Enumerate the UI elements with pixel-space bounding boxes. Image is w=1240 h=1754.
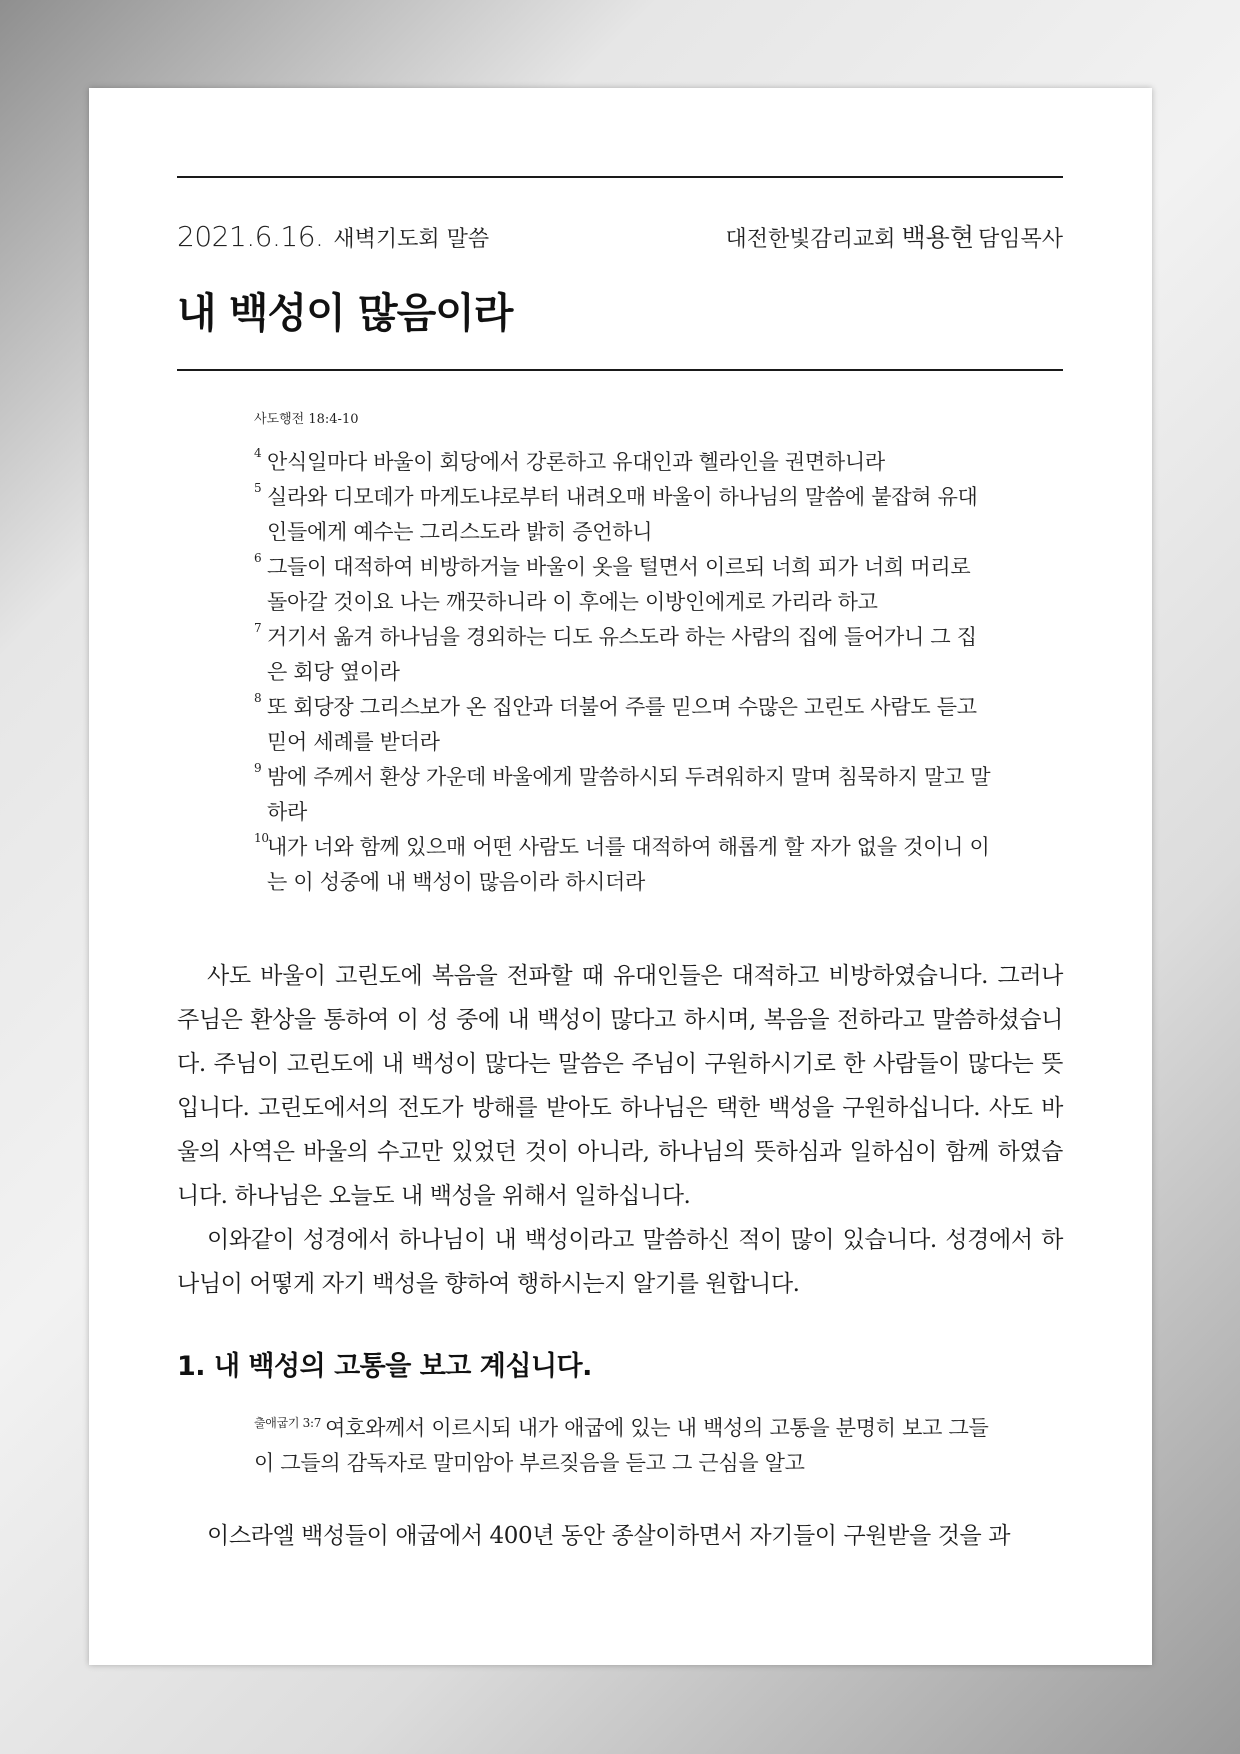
scripture-quote — [254, 1406, 994, 1481]
verse-text: 실라와 디모데가 마게도냐로부터 내려오매 바울이 하나님의 말씀에 붙잡혀 유대인들에게 예수는 그리스도라 밝히 증언하니 — [267, 485, 978, 544]
quote-reference: 출애굽기 3:7 — [254, 1416, 322, 1430]
verse — [254, 480, 994, 550]
verse-text: 밤에 주께서 환상 가운데 바울에게 말씀하시되 두려워하지 말며 침묵하지 말고 말하라 — [267, 765, 991, 824]
verse — [254, 760, 994, 830]
pastor-name: 백용현 — [901, 223, 974, 252]
sermon-date: 2021.6.16. — [177, 220, 324, 253]
sermon-header — [177, 218, 1063, 254]
body-paragraph: 사도 바울이 고린도에 복음을 전파할 때 유대인들은 대적하고 비방하였습니다. 그러나 주님은 환상을 통하여 이 성 중에 내 백성이 많다고 하시며, 복음을 전하라고 말씀하셨습니다. 주님이 고린도에 내 백성이 많다는 말씀은 주님이 구원하시기로 한 사람들이 많다는 뜻입니다. 고린도에서의 전도가 방해를 받아도 하나님은 택한 백성을 구원하십니다. 사도 바울의 사역은 바울의 수고만 있었던 것이 아니라, 하나님의 뜻하심과 일하심이 함께 하였습니다. 하나님은 오늘도 내 백성을 위해서 일하십니다. — [177, 963, 1063, 1209]
verse-number: 5 — [254, 481, 262, 495]
scripture-passage — [254, 408, 994, 900]
verse — [254, 620, 994, 690]
sermon-title: 내 백성이 많음이라 — [177, 289, 513, 337]
quote-text: 여호와께서 이르시되 내가 애굽에 있는 내 백성의 고통을 분명히 보고 그들이 그들의 감독자로 말미암아 부르짖음을 듣고 그 근심을 알고 — [254, 1416, 989, 1475]
verse — [254, 830, 994, 900]
body-paragraph: 이와같이 성경에서 하나님이 내 백성이라고 말씀하신 적이 많이 있습니다. 성경에서 하나님이 어떻게 자기 백성을 향하여 행하시는지 알기를 원합니다. — [177, 1227, 1063, 1297]
section-body — [177, 1514, 1063, 1558]
title-rule — [177, 369, 1063, 371]
verse-number: 9 — [254, 761, 262, 775]
verse-number: 4 — [254, 446, 262, 460]
verse — [254, 445, 994, 480]
body-paragraph: 이스라엘 백성들이 애굽에서 400년 동안 종살이하면서 자기들이 구원받을 것을 과 — [207, 1523, 1011, 1549]
header-right — [726, 218, 1064, 254]
verse-text: 또 회당장 그리스보가 온 집안과 더불어 주를 믿으며 수많은 고린도 사람도 듣고 믿어 세례를 받더라 — [267, 695, 977, 754]
verse-number: 7 — [254, 621, 262, 635]
section-heading: 1. 내 백성의 고통을 보고 계십니다. — [177, 1351, 592, 1382]
verse-number: 8 — [254, 691, 262, 705]
verse-text: 내가 너와 함께 있으매 어떤 사람도 너를 대적하여 해롭게 할 자가 없을 것이니 이는 이 성중에 내 백성이 많음이라 하시더라 — [267, 835, 990, 894]
church-name: 대전한빛감리교회 — [725, 227, 896, 252]
verse-text: 거기서 옮겨 하나님을 경외하는 디도 유스도라 하는 사람의 집에 들어가니 그 집은 회당 옆이라 — [267, 625, 977, 684]
intro-body — [177, 954, 1063, 1306]
verse-number: 6 — [254, 551, 262, 565]
verse — [254, 690, 994, 760]
top-rule — [177, 176, 1063, 178]
header-left — [177, 220, 489, 253]
passage-reference: 사도행전 18:4-10 — [254, 412, 359, 427]
verse-number: 10 — [254, 831, 269, 845]
verse — [254, 550, 994, 620]
verse-text: 그들이 대적하여 비방하거늘 바울이 옷을 털면서 이르되 너희 피가 너희 머리로 돌아갈 것이요 나는 깨끗하니라 이 후에는 이방인에게로 가리라 하고 — [267, 555, 971, 614]
document-page — [89, 88, 1152, 1665]
verse-text: 안식일마다 바울이 회당에서 강론하고 유대인과 헬라인을 권면하니라 — [267, 450, 885, 474]
pastor-role: 담임목사 — [977, 227, 1063, 252]
service-name: 새벽기도회 말씀 — [333, 227, 490, 252]
